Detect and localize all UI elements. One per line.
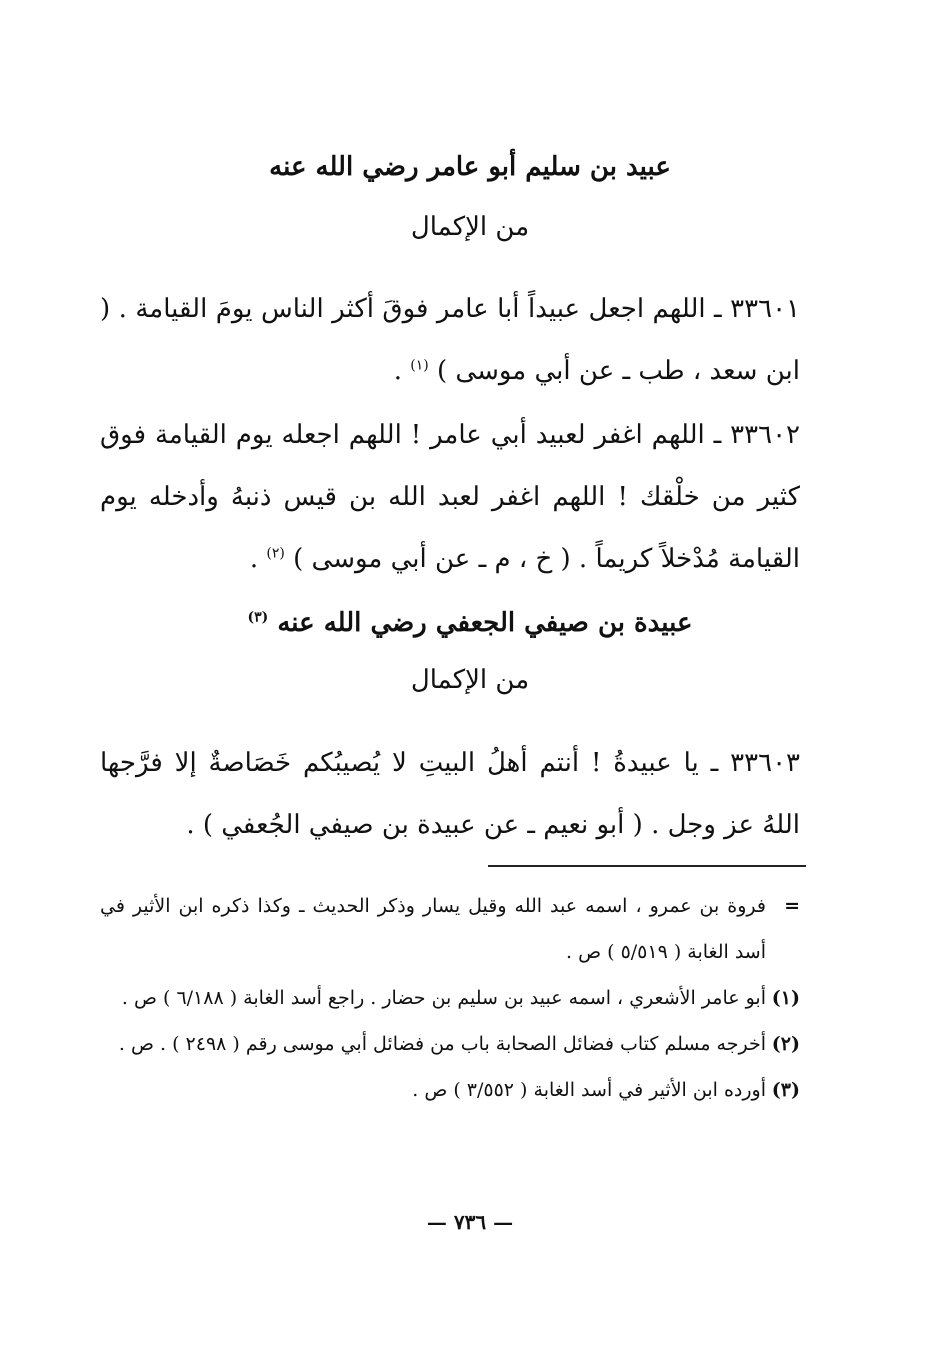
footnote-divider [488,865,806,867]
footnote-item [100,975,800,1021]
hadith-text: ٣٣٦٠٢ ـ اللهم اغفر لعبيد أبي عامر ! اللهم اجعله يوم القيامة فوق كثير من خلْقك ! اللهم اغفر لعبد الله بن قيس ذنبهُ وأدخله يوم القيامة مُدْخلاً كريماً . ( خ ، م ـ عن أبي موسى ) [100,420,800,574]
footnote-marker: (١) [771,987,800,1009]
footnote-reference: (١) [410,357,429,374]
footnote-marker: (٣) [771,1079,800,1101]
hadith-tail: . [393,356,403,386]
footnote-text: فروة بن عمرو ، اسمه عبد الله وقيل يسار وذكر الحديث ـ وكذا ذكره ابن الأثير في أسد الغابة ( ٥/٥١٩ ) ص . [100,895,766,963]
footnote-item [100,1021,800,1067]
footnote-item [100,1067,800,1113]
section-subheading-text: من الإكمال [410,665,530,695]
section-heading [100,608,840,639]
hadith-text: ٣٣٦٠٣ ـ يا عبيدةُ ! أنتم أهلُ البيتِ لا يُصيبُكم خَصَاصةٌ إلا فرَّجها اللهُ عز وجل . ( أبو نعيم ـ عن عبيدة بن صيفي الجُعفي ) . [100,748,800,840]
footnote-reference: (٣) [247,609,269,626]
footnote-item [100,883,800,975]
footnote-marker: (٢) [771,1033,800,1055]
footnote-reference: (٢) [266,545,285,562]
footnote-text: أخرجه مسلم كتاب فضائل الصحابة باب من فضائل أبي موسى رقم ( ٢٤٩٨ ) . ص . [118,1033,766,1055]
section-subheading-text: من الإكمال [410,212,530,242]
hadith-entry [100,732,800,856]
footnote-marker: = [784,895,800,917]
section-heading-text: عبيد بن سليم أبو عامر رضي الله عنه [269,152,671,182]
section-subheading [100,665,840,696]
footnote-text: أورده ابن الأثير في أسد الغابة ( ٣/٥٥٢ ) ص . [412,1079,766,1101]
hadith-text: ٣٣٦٠١ ـ اللهم اجعل عبيداً أبا عامر فوقَ أكثر الناس يومَ القيامة . ( ابن سعد ، طب ـ عن أبي موسى ) [100,294,800,386]
hadith-tail: . [249,544,259,574]
section-heading-text: عبيدة بن صيفي الجعفي رضي الله عنه [277,608,693,638]
section-subheading [100,212,840,243]
page-number: — ٧٣٦ — [426,1210,514,1234]
hadith-entry [100,404,800,590]
footnote-text: أبو عامر الأشعري ، اسمه عبيد بن سليم بن حضار . راجع أسد الغابة ( ٦/١٨٨ ) ص . [121,987,766,1009]
footnotes [100,883,800,1113]
section-heading [100,152,840,183]
hadith-entry [100,278,800,402]
